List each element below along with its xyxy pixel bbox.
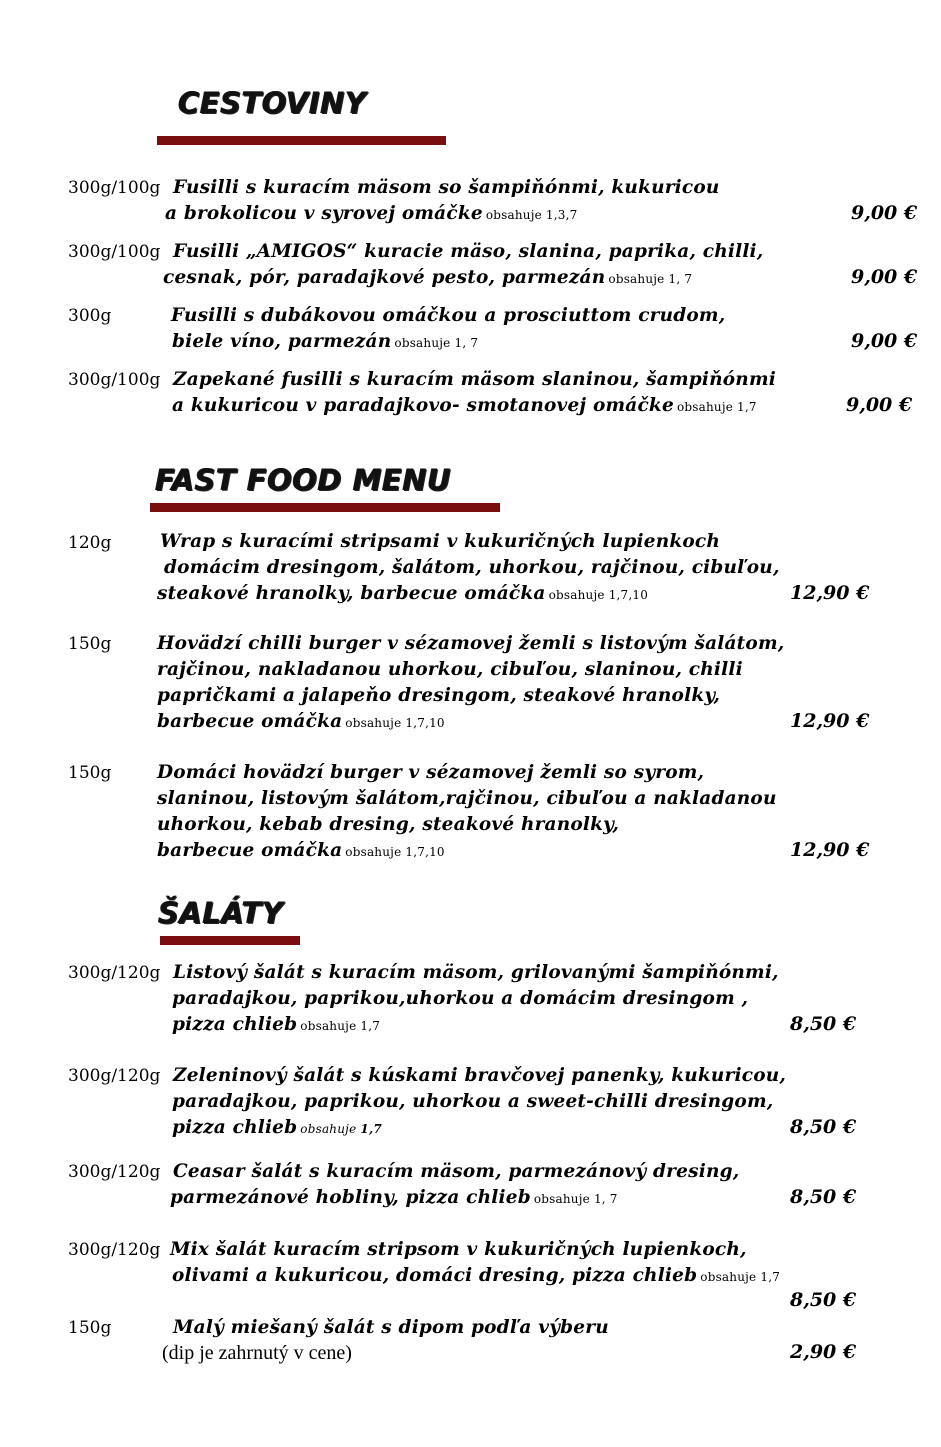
item-description: Zapekané fusilli s kuracím mäsom slaninou, šampiňónmi — [173, 369, 776, 390]
item-price: 12,90 € — [790, 839, 870, 861]
allergens-note: obsahuje 1,7,10 — [548, 588, 649, 602]
item-weight: 300g/100g — [68, 370, 161, 390]
item-description: Malý miešaný šalát s dipom podľa výberu — [173, 1317, 609, 1338]
item-description: barbecue omáčka obsahuje 1,7,10 — [157, 840, 445, 861]
item-weight: 300g/120g — [68, 1162, 161, 1182]
item-weight: 300g/120g — [68, 1240, 161, 1260]
item-description: papričkami a jalapeňo dresingom, steakové hranolky, — [157, 685, 721, 706]
item-description: paradajkou, paprikou, uhorkou a sweet-chilli dresingom, — [172, 1091, 774, 1112]
section-heading-salaty: ŠALÁTY — [158, 896, 284, 930]
item-description: Ceasar šalát s kuracím mäsom, parmezánový dresing, — [173, 1161, 740, 1182]
item-description: a kukuricou v paradajkovo- smotanovej omáčke obsahuje 1,7 — [172, 395, 757, 416]
allergens-note: obsahuje 1,7,10 — [345, 845, 445, 859]
allergens-note: obsahuje 1,7,10 — [345, 716, 445, 730]
item-price: 12,90 € — [790, 710, 870, 732]
allergens-note: obsahuje 1,7 — [700, 1270, 781, 1284]
section-heading-cestoviny: CESTOVINY — [178, 86, 367, 120]
item-description: Hovädzí chilli burger v sézamovej žemli s listovým šalátom, — [157, 633, 785, 654]
item-price: 8,50 € — [790, 1186, 857, 1208]
allergens-note: obsahuje 1, 7 — [533, 1192, 618, 1206]
item-description: a brokolicou v syrovej omáčke obsahuje 1,3,7 — [165, 203, 578, 224]
item-description: slaninou, listovým šalátom,rajčinou, cibuľou a nakladanou — [157, 788, 777, 809]
item-price: 8,50 € — [790, 1116, 857, 1138]
allergens-note: obsahuje 1, 7 — [608, 272, 693, 286]
item-description: rajčinou, nakladanou uhorkou, cibuľou, slaninou, chilli — [157, 659, 743, 680]
item-description: Zeleninový šalát s kúskami bravčovej panenky, kukuricou, — [173, 1065, 787, 1086]
section-underline-bar — [157, 136, 446, 145]
item-weight: 300g/100g — [68, 178, 161, 198]
item-weight: 300g/100g — [68, 242, 161, 262]
item-description: cesnak, pór, paradajkové pesto, parmezán obsahuje 1, 7 — [163, 267, 693, 288]
item-description: steakové hranolky, barbecue omáčka obsahuje 1,7,10 — [157, 583, 649, 604]
item-description: Mix šalát kuracím stripsom v kukuričných lupienkoch, — [170, 1239, 747, 1260]
item-description: uhorkou, kebab dresing, steakové hranolky, — [157, 814, 620, 835]
item-weight: 300g — [68, 306, 112, 326]
item-price: 9,00 € — [851, 202, 918, 224]
item-price: 9,00 € — [851, 266, 918, 288]
item-description: domácim dresingom, šalátom, uhorkou, rajčinou, cibuľou, — [164, 557, 780, 578]
item-description: parmezánové hobliny, pizza chlieb obsahuje 1, 7 — [170, 1187, 618, 1208]
item-description: olivami a kukuricou, domáci dresing, pizza chlieb obsahuje 1,7 — [172, 1265, 781, 1286]
item-description: Wrap s kuracími stripsami v kukuričných lupienkoch — [160, 531, 721, 552]
item-weight: 150g — [68, 1318, 112, 1338]
section-underline-bar — [160, 936, 300, 945]
allergens-note: obsahuje 1,7 — [676, 400, 757, 414]
item-description: Fusilli „AMIGOS“ kuracie mäso, slanina, paprika, chilli, — [173, 241, 764, 262]
allergens-note: obsahuje 1,7 — [300, 1122, 382, 1136]
item-description: Domáci hovädzí burger v sézamovej žemli so syrom, — [157, 762, 705, 783]
item-description: Listový šalát s kuracím mäsom, grilovanými šampiňónmi, — [173, 962, 779, 983]
allergens-note: obsahuje 1, 7 — [394, 336, 479, 350]
item-description: pizza chlieb obsahuje 1,7 — [172, 1117, 382, 1138]
item-note: (dip je zahrnutý v cene) — [162, 1342, 352, 1364]
item-weight: 120g — [68, 533, 112, 553]
item-description: barbecue omáčka obsahuje 1,7,10 — [157, 711, 445, 732]
item-price: 8,50 € — [790, 1013, 857, 1035]
section-heading-fastfood: FAST FOOD MENU — [155, 463, 452, 497]
section-underline-bar — [150, 503, 500, 512]
item-description: pizza chlieb obsahuje 1,7 — [172, 1014, 381, 1035]
item-description: Fusilli s kuracím mäsom so šampiňónmi, kukuricou — [173, 177, 720, 198]
item-description: biele víno, parmezán obsahuje 1, 7 — [172, 331, 479, 352]
item-weight: 300g/120g — [68, 963, 161, 983]
item-description: Fusilli s dubákovou omáčkou a prosciuttom crudom, — [171, 305, 726, 326]
item-price: 2,90 € — [790, 1341, 857, 1363]
item-description: paradajkou, paprikou,uhorkou a domácim dresingom , — [172, 988, 749, 1009]
item-weight: 300g/120g — [68, 1066, 161, 1086]
item-weight: 150g — [68, 763, 112, 783]
item-price: 12,90 € — [790, 582, 870, 604]
allergens-note: obsahuje 1,3,7 — [485, 208, 578, 222]
item-price: 9,00 € — [851, 330, 918, 352]
allergens-note: obsahuje 1,7 — [300, 1019, 381, 1033]
item-price: 8,50 € — [790, 1289, 857, 1311]
item-price: 9,00 € — [846, 394, 913, 416]
item-weight: 150g — [68, 634, 112, 654]
